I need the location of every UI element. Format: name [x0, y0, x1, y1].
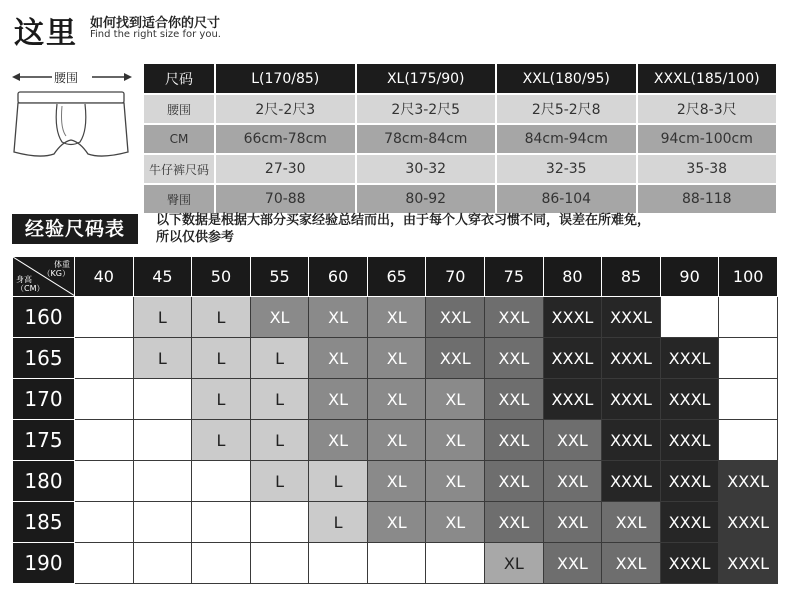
- size-cell: [719, 297, 778, 338]
- height-unit: （CM）: [16, 284, 45, 293]
- weight-unit: （KG）: [42, 269, 70, 278]
- size-cell: XXXL: [602, 297, 661, 338]
- size-cell: XL: [250, 297, 309, 338]
- size-cell: XL: [426, 379, 485, 420]
- table-cell: 78cm-84cm: [356, 124, 497, 154]
- size-cell: XL: [426, 502, 485, 543]
- column-header: 尺码: [143, 63, 215, 94]
- size-cell: XXL: [485, 420, 544, 461]
- size-cell: XXXL: [602, 420, 661, 461]
- size-cell: XXL: [485, 297, 544, 338]
- table-row: [13, 461, 778, 502]
- size-cell: [367, 543, 426, 584]
- table-cell: 2尺8-3尺: [637, 94, 778, 124]
- weight-column-header: 70: [426, 257, 485, 297]
- weight-axis-label: [43, 260, 70, 278]
- size-cell: XXL: [543, 502, 602, 543]
- size-table: [142, 62, 778, 215]
- table-cell: 35-38: [637, 154, 778, 184]
- size-cell: [75, 297, 134, 338]
- size-cell: XL: [485, 543, 544, 584]
- height-row-header: 180: [13, 461, 75, 502]
- table-cell: 66cm-78cm: [215, 124, 356, 154]
- column-header: L(170/85): [215, 63, 356, 94]
- table-row: [143, 94, 777, 124]
- size-cell: XXXL: [543, 297, 602, 338]
- table-cell: 32-35: [496, 154, 637, 184]
- size-cell: XL: [309, 379, 368, 420]
- size-cell: L: [192, 338, 251, 379]
- height-row-header: 175: [13, 420, 75, 461]
- subtitle-en: Find the right size for you.: [90, 29, 221, 40]
- size-cell: XL: [309, 338, 368, 379]
- size-cell: [250, 543, 309, 584]
- size-cell: [75, 543, 134, 584]
- table-row: [143, 154, 777, 184]
- size-cell: L: [250, 420, 309, 461]
- size-cell: XXL: [543, 420, 602, 461]
- note-line: 以下数据是根据大部分买家经验总结而出，由于每个人穿衣习惯不同，误差在所难免，: [156, 213, 651, 228]
- size-cell: L: [250, 461, 309, 502]
- size-cell: XXXL: [660, 338, 719, 379]
- table-cell: 2尺-2尺3: [215, 94, 356, 124]
- table-cell: 70-88: [215, 184, 356, 214]
- size-cell: L: [192, 379, 251, 420]
- size-cell: XL: [367, 297, 426, 338]
- size-cell: XXXL: [660, 543, 719, 584]
- row-label: CM: [143, 124, 215, 154]
- weight-column-header: 60: [309, 257, 368, 297]
- size-cell: L: [309, 502, 368, 543]
- weight-column-header: 80: [543, 257, 602, 297]
- weight-column-header: 40: [75, 257, 134, 297]
- size-cell: XXXL: [660, 420, 719, 461]
- table-row: [13, 420, 778, 461]
- size-cell: [133, 420, 192, 461]
- size-cell: [192, 543, 251, 584]
- column-header: XXL(180/95): [496, 63, 637, 94]
- size-cell: XXXL: [543, 379, 602, 420]
- table-cell: 84cm-94cm: [496, 124, 637, 154]
- size-cell: [719, 379, 778, 420]
- size-cell: [75, 379, 134, 420]
- table-cell: 30-32: [356, 154, 497, 184]
- experience-note: [156, 212, 650, 246]
- size-cell: [133, 379, 192, 420]
- table-row: [143, 184, 777, 214]
- corner-cell: [13, 257, 75, 297]
- size-cell: XXL: [602, 502, 661, 543]
- table-cell: 86-104: [496, 184, 637, 214]
- size-cell: L: [192, 420, 251, 461]
- size-cell: [719, 420, 778, 461]
- weight-label: 体重: [54, 260, 70, 269]
- height-label: 身高: [16, 275, 32, 284]
- page-title: 这里: [14, 16, 78, 51]
- experience-title: 经验尺码表: [12, 214, 138, 244]
- table-cell: 88-118: [637, 184, 778, 214]
- size-cell: XXXL: [602, 379, 661, 420]
- table-row: [143, 124, 777, 154]
- table-cell: 80-92: [356, 184, 497, 214]
- row-label: 牛仔裤尺码: [143, 154, 215, 184]
- weight-column-header: 50: [192, 257, 251, 297]
- table-cell: 2尺3-2尺5: [356, 94, 497, 124]
- size-cell: XXXL: [719, 502, 778, 543]
- size-cell: XL: [426, 461, 485, 502]
- size-cell: XL: [426, 420, 485, 461]
- size-cell: [719, 338, 778, 379]
- weight-column-header: 100: [719, 257, 778, 297]
- subtitle-zh: 如何找到适合你的尺寸: [90, 16, 221, 31]
- table-cell: 2尺5-2尺8: [496, 94, 637, 124]
- size-cell: XXXL: [543, 338, 602, 379]
- table-row: [13, 543, 778, 584]
- size-cell: XXXL: [660, 502, 719, 543]
- size-cell: XXL: [602, 543, 661, 584]
- height-row-header: 185: [13, 502, 75, 543]
- size-cell: XXL: [543, 461, 602, 502]
- row-label: 腰围: [143, 94, 215, 124]
- weight-column-header: 45: [133, 257, 192, 297]
- size-cell: L: [133, 297, 192, 338]
- size-cell: [133, 461, 192, 502]
- table-row: [13, 379, 778, 420]
- size-cell: XXL: [426, 297, 485, 338]
- size-cell: XXXL: [660, 379, 719, 420]
- grid-body: [13, 297, 778, 584]
- size-cell: XL: [367, 420, 426, 461]
- column-header: XXXL(185/100): [637, 63, 778, 94]
- size-cell: XXL: [485, 502, 544, 543]
- height-row-header: 170: [13, 379, 75, 420]
- height-row-header: 190: [13, 543, 75, 584]
- size-cell: XXL: [543, 543, 602, 584]
- weight-column-header: 65: [367, 257, 426, 297]
- table-row: [13, 297, 778, 338]
- size-cell: [133, 502, 192, 543]
- size-table-header: [143, 63, 777, 94]
- size-cell: [309, 543, 368, 584]
- size-cell: XL: [309, 420, 368, 461]
- underwear-illustration: [10, 62, 134, 174]
- size-cell: L: [250, 338, 309, 379]
- size-cell: [192, 461, 251, 502]
- size-cell: XL: [367, 379, 426, 420]
- table-row: [13, 502, 778, 543]
- size-cell: L: [133, 338, 192, 379]
- table-cell: 94cm-100cm: [637, 124, 778, 154]
- weight-column-header: 75: [485, 257, 544, 297]
- weight-header-row: [13, 257, 778, 297]
- size-cell: XL: [309, 297, 368, 338]
- size-cell: XXL: [485, 338, 544, 379]
- size-cell: XXL: [485, 379, 544, 420]
- table-row: [13, 338, 778, 379]
- size-cell: XXXL: [602, 338, 661, 379]
- weight-column-header: 55: [250, 257, 309, 297]
- size-cell: [75, 420, 134, 461]
- height-axis-label: [16, 275, 45, 293]
- table-cell: 27-30: [215, 154, 356, 184]
- weight-column-header: 85: [602, 257, 661, 297]
- size-cell: XL: [367, 461, 426, 502]
- size-cell: [75, 338, 134, 379]
- waist-label: 腰围: [54, 71, 79, 85]
- size-cell: [660, 297, 719, 338]
- size-cell: XXXL: [602, 461, 661, 502]
- column-header: XL(175/90): [356, 63, 497, 94]
- size-cell: XL: [367, 502, 426, 543]
- size-cell: XXXL: [660, 461, 719, 502]
- size-cell: L: [250, 379, 309, 420]
- size-cell: [133, 543, 192, 584]
- height-row-header: 165: [13, 338, 75, 379]
- size-cell: XXL: [426, 338, 485, 379]
- size-cell: L: [192, 297, 251, 338]
- row-label: 臀围: [143, 184, 215, 214]
- size-cell: L: [309, 461, 368, 502]
- weight-column-header: 90: [660, 257, 719, 297]
- size-cell: XXXL: [719, 461, 778, 502]
- size-cell: XL: [367, 338, 426, 379]
- size-cell: [75, 461, 134, 502]
- size-cell: XXL: [485, 461, 544, 502]
- size-cell: [192, 502, 251, 543]
- size-cell: [250, 502, 309, 543]
- size-cell: XXXL: [719, 543, 778, 584]
- note-line: 所以仅供参考: [156, 230, 235, 245]
- height-row-header: 160: [13, 297, 75, 338]
- size-cell: [75, 502, 134, 543]
- size-cell: [426, 543, 485, 584]
- experience-size-grid: [12, 256, 778, 584]
